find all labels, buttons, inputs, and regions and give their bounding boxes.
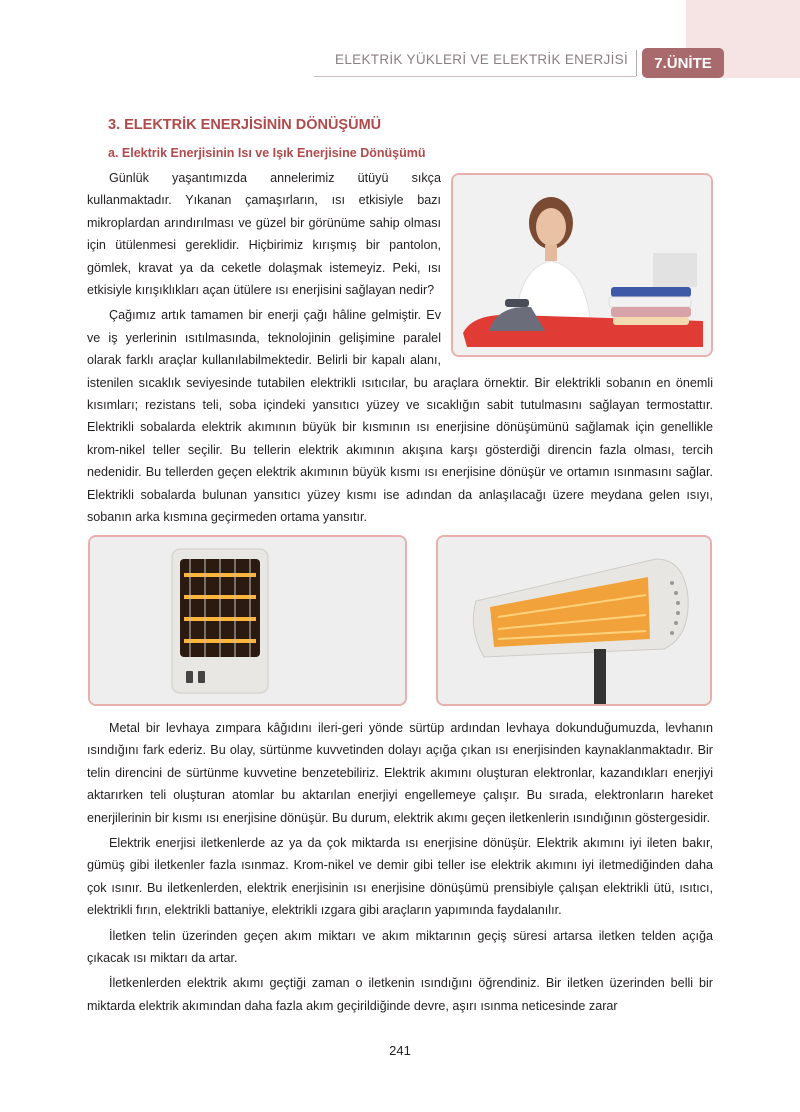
infrared-heater-photo [436, 535, 712, 706]
halogen-heater-photo [88, 535, 407, 706]
unit-badge: 7.ÜNİTE [642, 48, 724, 78]
paragraph: Günlük yaşantımızda annelerimiz ütüyü sıkça kullanmaktadır. Yıkanan çamaşırların, ısı etkisiyle bazı mikroplardan arındırılması ve güzel bir görünüme sahip olması için ütülenmesi gereklidir. Hiçbirimiz kırışmış bir pantolon, gömlek, kravat ya da ceketle dolaşmak istemeyiz. Peki, ısı etkisiyle kırışıklıkları açan ütülere ısı enerjisini sağlayan nedir? [87, 171, 441, 298]
paragraph: Elektrik enerjisi iletkenlerde az ya da çok miktarda ısı enerjisine dönüşür. Elektrik akımını iyi ileten bakır, gümüş gibi iletkenler fazla ısınmaz. Krom-nikel ve demir gibi teller ise elektrik akımını iyi iletmediğinden daha çok ısınır. Bu iletkenlerden, elektrik enerjisinin ısı enerjisine dönüşümü prensibiyle çalışan elektrikli ütü, ısıtıcı, elektrikli fırın, elektrikli battaniye, elektrikli ızgara gibi araçların yapımında faydalanılır. [87, 836, 713, 918]
header-separator [636, 50, 637, 76]
text-block-top [87, 167, 713, 529]
paragraph: Metal bir levhaya zımpara kâğıdını ileri-geri yönde sürtüp ardından levhaya dokunduğumuzda, levhanın ısındığını fark ederiz. Bu olay, sürtünme kuvvetinden dolayı açığa çıkan ısı enerjisinden kaynaklanmaktadır. Bir telin direncini de sürtünme kuvvetine benzetebiliriz. Elektrik akımını oluşturan elektronlar, kazandıkları enerjiyi aktarırken teli oluşturan atomlar bu aktarılan enerjiyi engellemeye çalışır. Bu sırada, elektronların hareket enerjilerinin bir kısmı ısı enerjisine dönüşür. Bu durum, elektrik akımı geçen iletkenlerin ısındığının göstergesidir. [87, 721, 713, 825]
text-block-bottom [87, 717, 713, 1017]
chapter-title: ELEKTRİK YÜKLERİ VE ELEKTRİK ENERJİSİ [335, 52, 628, 67]
page-number: 241 [389, 1043, 411, 1058]
paragraph: Çağımız artık tamamen bir enerji çağı hâline gelmiştir. Ev ve iş yerlerinin ısıtılmasında, teknolojinin gelişimine paralel olarak farklı araçlar kullanılabilmektedir. Belirli bir kapalı alanı, istenilen sıcaklık seviyesinde tutabilen elektrikli ısıtıcılar, bu araçlara örnektir. Bir elektrikli sobanın en önemli kısımları; rezistans teli, soba içindeki yansıtıcı yüzey ve sıcaklığın sabit tutulmasını sağlayan termostattır. Elektrikli sobalarda elektrik akımının büyük bir kısmının ısı enerjisine dönüşümünü sağlamak için genellikle krom-nikel teller seçilir. Bu tellerin elektrik akımının akışına karşı gösterdiği direncin fazla olması, tercih nedenidir. Bu tellerden geçen elektrik akımının büyük kısmı ısı enerjisine dönüşür ve ortamın ısınmasını sağlar. Elektrikli sobalarda bulunan yansıtıcı yüzey kısmı ise adından da anlaşılacağı üzere meydana gelen ısıyı, sobanın arka kısmına geçirmeden ortama yansıtır. [87, 308, 713, 525]
section-heading: 3. ELEKTRİK ENERJİSİNİN DÖNÜŞÜMÜ [108, 117, 382, 133]
ironing-photo [451, 173, 713, 357]
paragraph: İletkenlerden elektrik akımı geçtiği zaman o iletkenin ısındığını öğrendiniz. Bir iletken üzerinden belli bir miktarda elektrik akımından daha fazla akım geçirildiğinde devre, aşırı ısınma neticesinde zarar [87, 976, 713, 1013]
paragraph: İletken telin üzerinden geçen akım miktarı ve akım miktarının geçiş süresi artarsa iletken telden açığa çıkacak ısı miktarı da artar. [87, 928, 713, 966]
header-rule [314, 76, 636, 77]
subsection-heading: a. Elektrik Enerjisinin Isı ve Işık Enerjisine Dönüşümü [108, 146, 426, 160]
